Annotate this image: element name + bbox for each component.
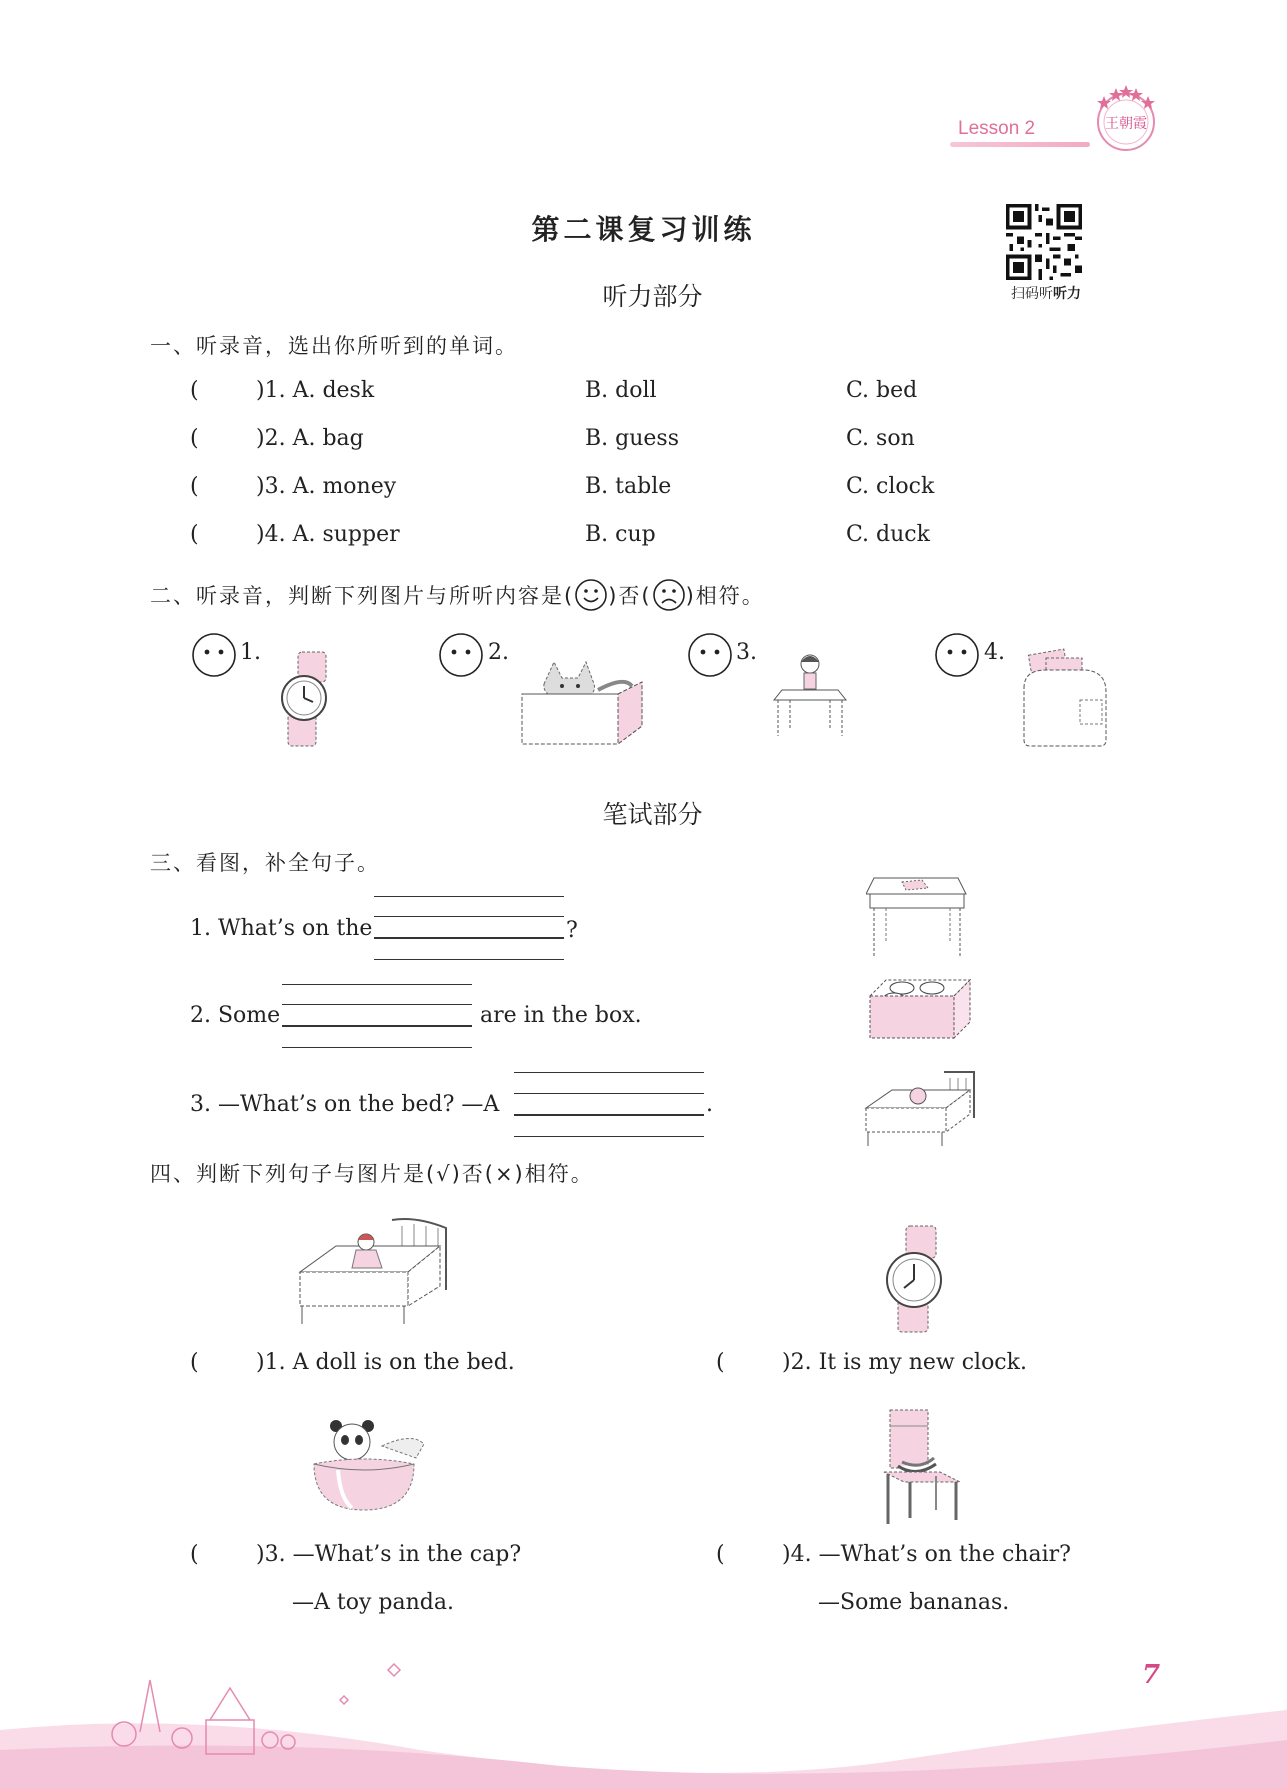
- smile-face-icon: [574, 578, 608, 612]
- judge-sentence: )2. It is my new clock.: [782, 1350, 1027, 1375]
- question-option-a: )1. A. desk: [256, 378, 375, 403]
- clock-on-bed-icon: [862, 1068, 980, 1150]
- book-on-desk-icon: [866, 872, 972, 960]
- section3-instruction: 三、看图，补全句子。: [150, 851, 380, 875]
- question-option-c: C. son: [846, 426, 915, 451]
- sad-face-icon: [652, 578, 686, 612]
- sentence-prefix: 1. What’s on the: [190, 916, 373, 941]
- question-option-b: B. table: [585, 474, 672, 499]
- page-number: 7: [1142, 1660, 1161, 1690]
- section2-instruction: [150, 578, 765, 612]
- question-option-b: B. cup: [585, 522, 656, 547]
- judge-sentence: )1. A doll is on the bed.: [256, 1350, 515, 1375]
- sentence-suffix: .: [706, 1092, 713, 1117]
- page-title: 第二课复习训练: [531, 213, 756, 246]
- badge-text: 王朝霞: [1105, 116, 1147, 132]
- qr-caption-listen: 听力: [1053, 286, 1081, 302]
- writing-guide-line: [282, 984, 472, 985]
- qr-code-icon[interactable]: [1006, 204, 1082, 280]
- judge-paren[interactable]: (: [190, 1350, 199, 1375]
- header-divider: [950, 142, 1090, 147]
- item-number: 1.: [240, 640, 261, 665]
- question-option-c: C. clock: [846, 474, 935, 499]
- section2-instruction-b: )否(: [608, 584, 652, 608]
- sentence-prefix: 3. —What’s on the bed? —A: [190, 1092, 500, 1117]
- listening-heading: 听力部分: [602, 282, 703, 311]
- lesson-label: Lesson 2: [958, 118, 1036, 139]
- wristwatch-icon: [268, 648, 346, 750]
- question-option-b: B. doll: [585, 378, 657, 403]
- writing-guide-line: [282, 1047, 472, 1048]
- writing-heading: 笔试部分: [602, 800, 703, 829]
- sentence-suffix: ?: [566, 918, 578, 943]
- question-option-a: )3. A. money: [256, 474, 397, 499]
- writing-guide-line: [514, 1136, 704, 1137]
- item-number: 4.: [984, 640, 1005, 665]
- sentence-prefix: 2. Some: [190, 1003, 281, 1028]
- answer-blank[interactable]: [514, 1114, 704, 1116]
- panda-in-cap-icon: [312, 1414, 428, 1514]
- answer-blank[interactable]: [374, 937, 564, 939]
- question-paren[interactable]: (: [190, 426, 199, 451]
- qr-caption-scan: 扫码听: [1011, 286, 1053, 302]
- writing-guide-line: [514, 1093, 704, 1094]
- judge-paren[interactable]: (: [190, 1542, 199, 1567]
- cups-in-box-icon: [866, 976, 972, 1042]
- wristwatch-icon: [876, 1224, 960, 1336]
- footer-decoration: [0, 1640, 1287, 1789]
- question-paren[interactable]: (: [190, 474, 199, 499]
- judge-answer: —Some bananas.: [818, 1590, 1010, 1615]
- bananas-on-chair-icon: [876, 1406, 966, 1528]
- writing-guide-line: [282, 1004, 472, 1005]
- answer-face-icon[interactable]: [191, 632, 237, 678]
- brand-badge-icon: [1090, 82, 1162, 154]
- section2-instruction-c: )相符。: [685, 584, 765, 608]
- question-option-c: C. bed: [846, 378, 918, 403]
- writing-guide-line: [374, 896, 564, 897]
- section1-instruction: 一、听录音，选出你所听到的单词。: [150, 334, 518, 358]
- schoolbag-icon: [1016, 648, 1110, 750]
- writing-guide-line: [514, 1072, 704, 1073]
- doll-on-desk-icon: [770, 648, 850, 744]
- judge-sentence: )4. —What’s on the chair?: [782, 1542, 1071, 1567]
- question-paren[interactable]: (: [190, 378, 199, 403]
- item-number: 2.: [488, 640, 509, 665]
- cat-in-box-icon: [514, 654, 650, 750]
- section2-instruction-a: 二、听录音，判断下列图片与所听内容是(: [150, 584, 575, 608]
- answer-face-icon[interactable]: [687, 632, 733, 678]
- doll-on-bed-icon: [296, 1214, 450, 1332]
- question-option-a: )2. A. bag: [256, 426, 364, 451]
- answer-face-icon[interactable]: [934, 632, 980, 678]
- question-option-b: B. guess: [585, 426, 680, 451]
- item-number: 3.: [736, 640, 757, 665]
- writing-guide-line: [374, 959, 564, 960]
- judge-paren[interactable]: (: [716, 1542, 725, 1567]
- section4-instruction: 四、判断下列句子与图片是(√)否(×)相符。: [150, 1162, 594, 1186]
- judge-paren[interactable]: (: [716, 1350, 725, 1375]
- question-option-c: C. duck: [846, 522, 930, 547]
- sentence-suffix: are in the box.: [480, 1003, 642, 1028]
- question-paren[interactable]: (: [190, 522, 199, 547]
- writing-guide-line: [374, 916, 564, 917]
- answer-blank[interactable]: [282, 1025, 472, 1027]
- judge-answer: —A toy panda.: [292, 1590, 454, 1615]
- judge-sentence: )3. —What’s in the cap?: [256, 1542, 522, 1567]
- question-option-a: )4. A. supper: [256, 522, 400, 547]
- answer-face-icon[interactable]: [438, 632, 484, 678]
